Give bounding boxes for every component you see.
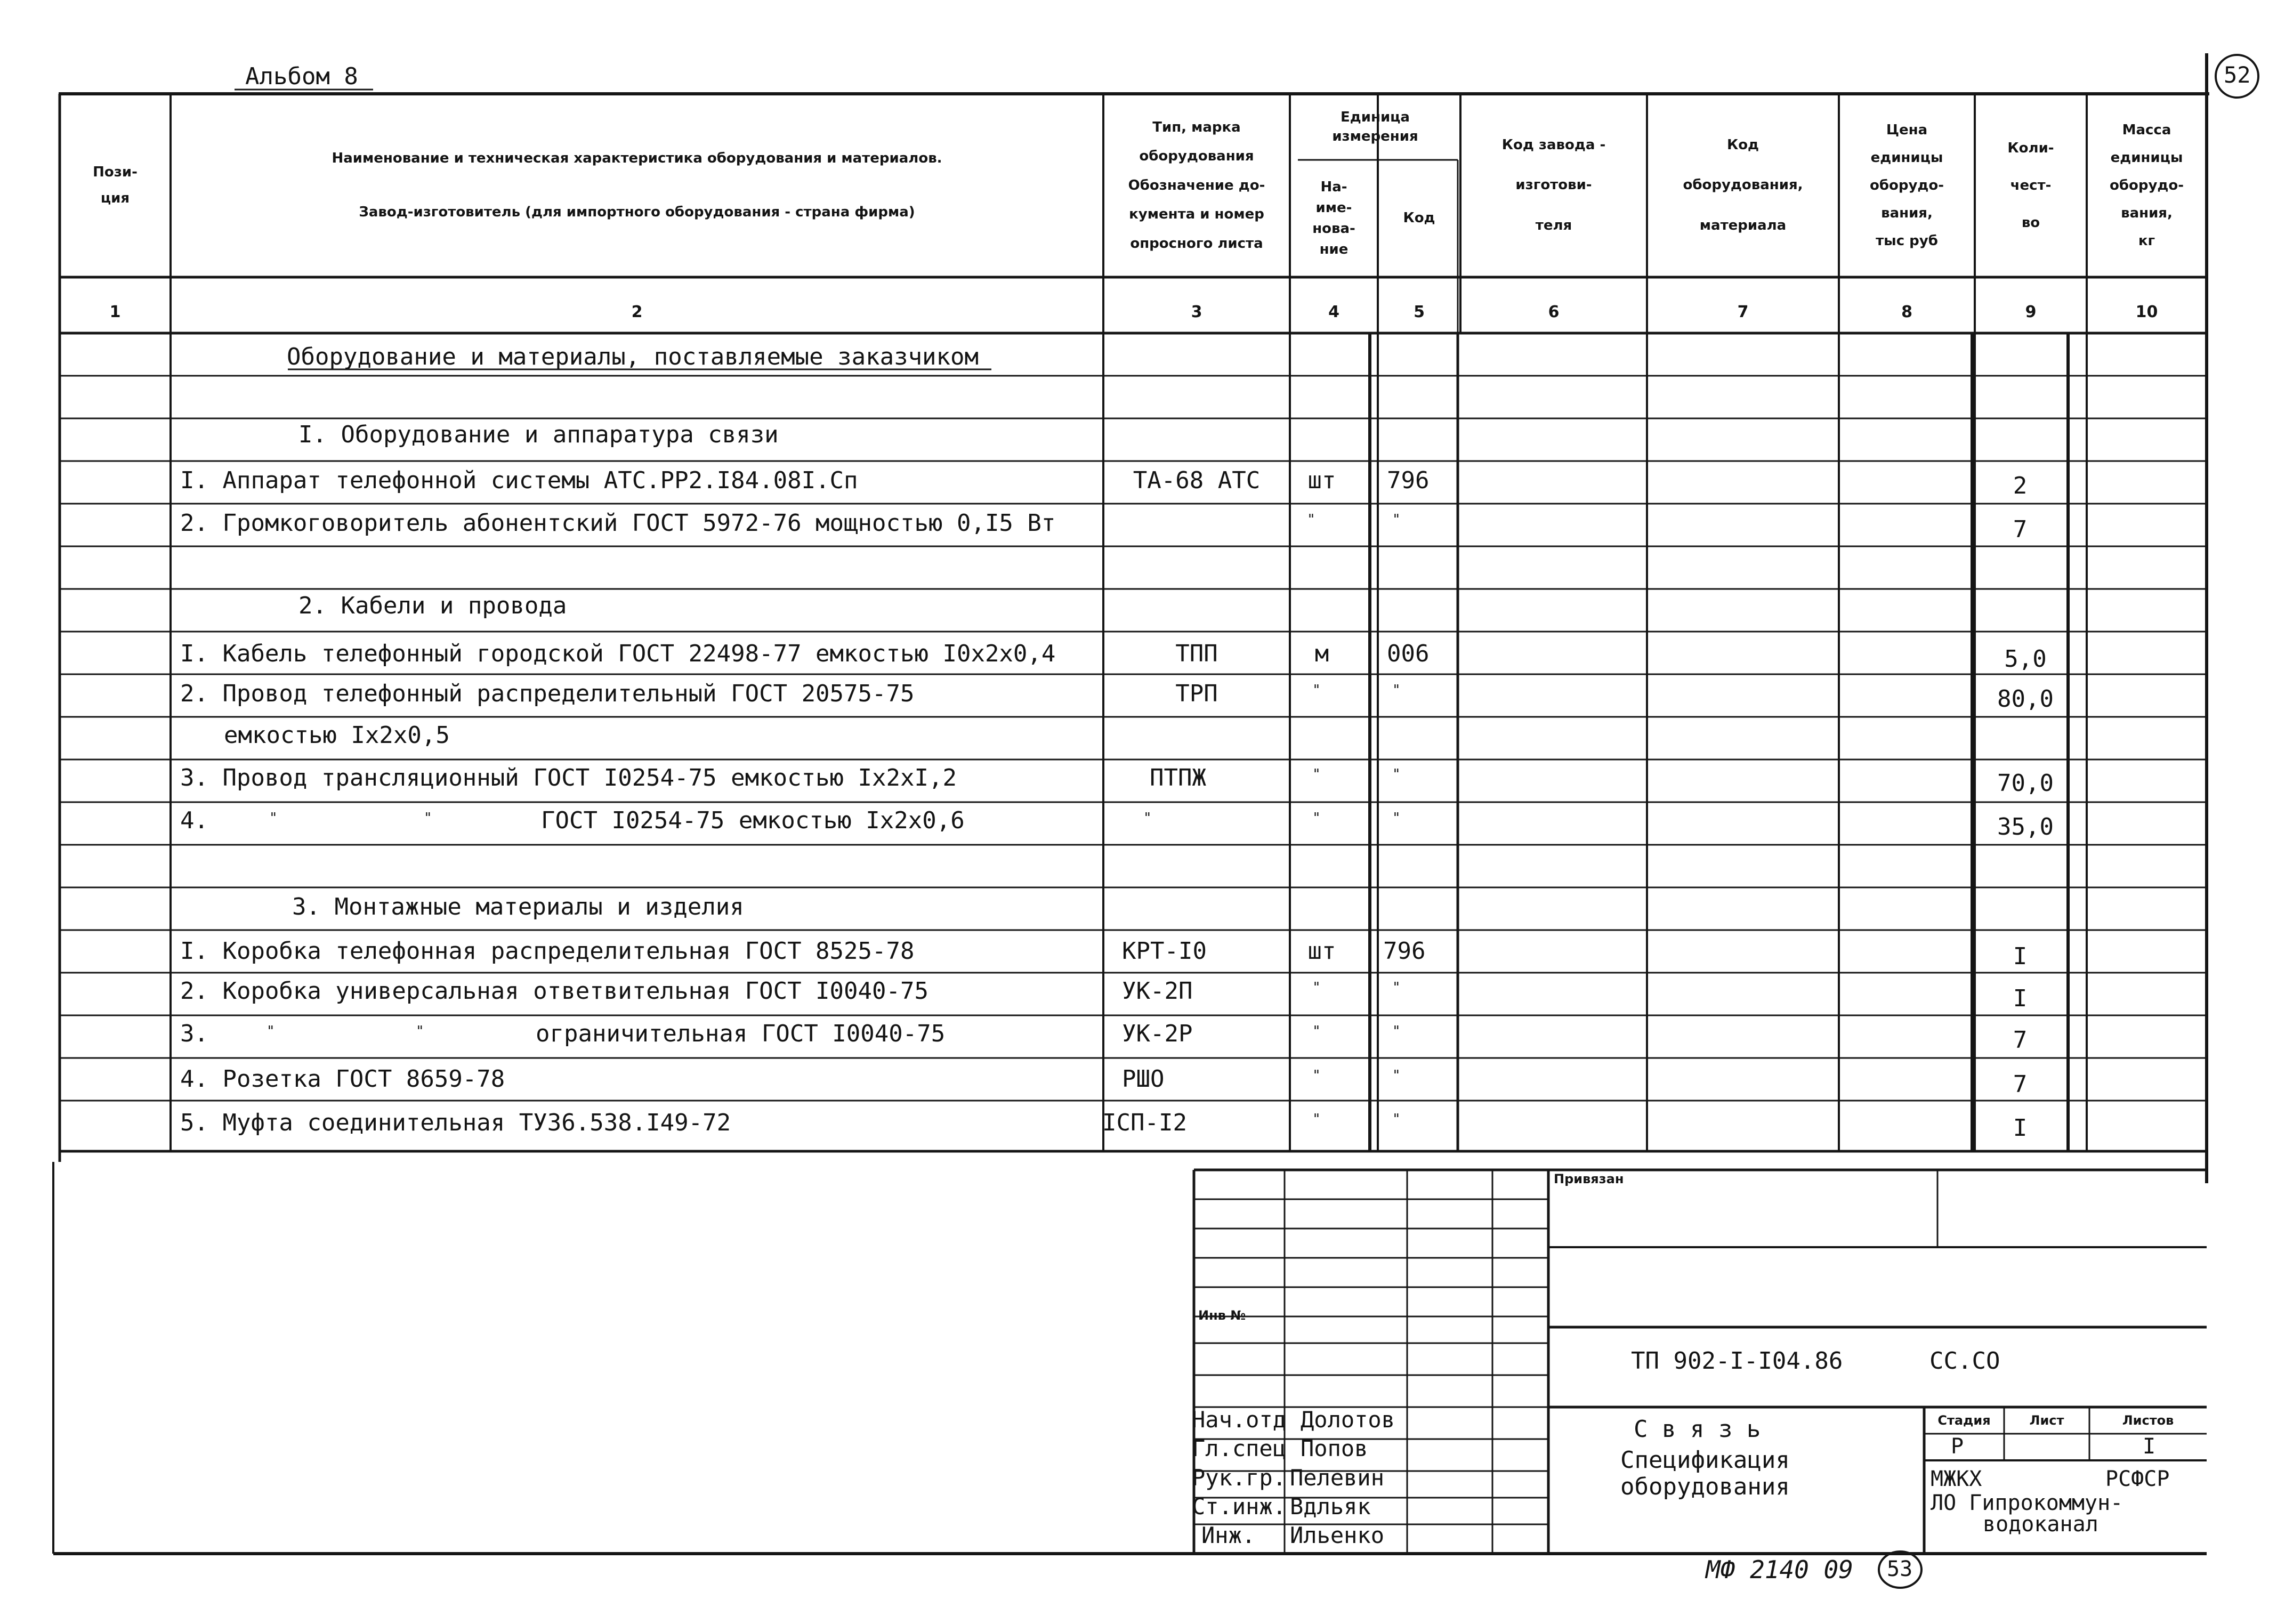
table-row-name: 3. — [180, 1020, 208, 1047]
table-row-name: 2. Коробка универсальная ответвительная ГОСТ I0040-75 — [180, 977, 928, 1005]
table-row-qty: 2 — [2013, 472, 2028, 499]
colnum-5: 5 — [1414, 302, 1425, 321]
signature-role: Рук.гр. — [1192, 1465, 1287, 1491]
table-row-name: 2. Громкоговоритель абонентский ГОСТ 5972-76 мощностью 0,I5 Вт — [180, 510, 1056, 537]
table-row-unit: " — [1312, 682, 1321, 698]
colnum-1: 1 — [109, 302, 121, 321]
signature-role: Инж. — [1201, 1522, 1256, 1548]
section-header: Оборудование и материалы, поставляемые заказчиком — [287, 343, 979, 370]
subsection-header: I. Оборудование и аппаратура связи — [298, 421, 779, 448]
table-row-name: 4. — [180, 807, 208, 834]
table-row-name: 3. Провод трансляционный ГОСТ I0254-75 емкостью Ix2xI,2 — [180, 764, 957, 791]
table-row-type: ТА-68 АТС — [1133, 467, 1261, 494]
table-row-qty: I — [2013, 985, 2028, 1012]
privyazan-label: Привязан — [1554, 1171, 1624, 1186]
header-col9: Коли- чест- во — [2007, 140, 2054, 231]
table-row-code: 006 — [1387, 640, 1430, 667]
table-row-qty: 7 — [2013, 516, 2028, 543]
table-row-type: ТРП — [1175, 680, 1218, 707]
table-row-name: 4. Розетка ГОСТ 8659-78 — [180, 1065, 505, 1093]
table-row-code: " — [1392, 1068, 1401, 1084]
colnum-8: 8 — [1901, 302, 1912, 321]
table-row-name: 2. Провод телефонный распределительный ГОСТ 20575-75 — [180, 680, 915, 707]
table-row-unit: " — [1307, 512, 1315, 528]
table-row-unit: " — [1312, 980, 1321, 996]
table-row-name: I. Коробка телефонная распределительная ГОСТ 8525-78 — [180, 938, 915, 965]
table-row-name: I. Аппарат телефонной системы АТС.РР2.I84.08I.Сп — [180, 467, 858, 494]
table-row-unit: " — [1312, 1068, 1321, 1084]
header-col8: Цена единицы оборудо- вания, тыс руб — [1869, 122, 1944, 249]
header-col45-top: Единица измерения — [1332, 109, 1418, 144]
table-row-type: " — [1143, 810, 1152, 826]
table-row-qty: 70,0 — [1997, 770, 2054, 797]
table-row-unit: шт — [1307, 938, 1336, 965]
table-row-unit: шт — [1307, 467, 1336, 494]
table-row-type: ТПП — [1175, 640, 1218, 667]
table-row-code: " — [1392, 810, 1401, 826]
signature-role: Ст.инж. — [1192, 1493, 1287, 1520]
table-row-qty: I — [2013, 943, 2028, 970]
colnum-6: 6 — [1548, 302, 1560, 321]
inv-no-label: Инв № — [1198, 1308, 1246, 1323]
page-circle-number: 53 — [1887, 1557, 1913, 1581]
stamp-subtitle: оборудования — [1620, 1473, 1790, 1500]
signature-name: Попов — [1301, 1435, 1368, 1461]
table-row-ditto: " — [424, 810, 432, 826]
colnum-3: 3 — [1191, 302, 1202, 321]
table-row-unit: " — [1312, 1111, 1321, 1127]
table-row-ditto: " — [267, 1023, 275, 1039]
table-row-code: " — [1392, 682, 1401, 698]
signature-name: Вдльяк — [1290, 1493, 1371, 1520]
sheet-number-top: 52 — [2224, 62, 2251, 88]
table-row-unit: " — [1312, 810, 1321, 826]
signature-name: Ильенко — [1290, 1522, 1385, 1548]
header-col5: Код — [1403, 210, 1435, 227]
colnum-7: 7 — [1737, 302, 1749, 321]
table-row-qty: 80,0 — [1997, 685, 2054, 713]
table-row-name: 5. Муфта соединительная ТУ36.538.I49-72 — [180, 1109, 731, 1136]
table-row-qty: 35,0 — [1997, 813, 2054, 841]
table-row-name-continued: емкостью Ix2x0,5 — [224, 722, 450, 749]
stage-value: Р — [1951, 1434, 1964, 1459]
album-label: Альбом 8 — [245, 63, 358, 90]
table-row-type: РШО — [1122, 1065, 1165, 1093]
colnum-9: 9 — [2025, 302, 2037, 321]
colnum-4: 4 — [1328, 302, 1339, 321]
archive-number: МФ 2140 09 — [1706, 1555, 1853, 1584]
table-row-ditto: " — [416, 1023, 424, 1039]
table-row-name: I. Кабель телефонный городской ГОСТ 22498-77 емкостью I0x2x0,4 — [180, 640, 1056, 667]
header-col10: Масса единицы оборудо- вания, кг — [2109, 122, 2184, 249]
table-row-code: " — [1392, 1111, 1401, 1127]
header-col4: На- име- нова- ние — [1312, 179, 1355, 257]
stage-label: Стадия — [1937, 1413, 1991, 1428]
table-row-code: " — [1392, 980, 1401, 996]
subsection-header: 2. Кабели и провода — [298, 592, 567, 619]
table-row-qty: 7 — [2013, 1071, 2028, 1098]
table-row-unit: " — [1312, 1023, 1321, 1039]
signature-role: Нач.отд — [1192, 1407, 1287, 1433]
doc-code: ТП 902-I-I04.86 — [1631, 1347, 1843, 1375]
table-row-unit: м — [1314, 640, 1329, 667]
header-col6: Код завода - изготови- теля — [1501, 136, 1606, 233]
header-col1: Пози- ция — [93, 164, 138, 206]
table-row-code: " — [1392, 512, 1401, 528]
table-row-code: " — [1392, 1023, 1401, 1039]
sheet-label: Лист — [2029, 1413, 2064, 1428]
table-row-qty: I — [2013, 1114, 2028, 1142]
table-row-ditto: " — [269, 810, 278, 826]
stamp-title: С в я з ь — [1634, 1416, 1761, 1443]
table-row-type: УК-2Р — [1122, 1020, 1193, 1047]
sheets-value: I — [2143, 1434, 2156, 1459]
header-col7: Код оборудования, материала — [1683, 136, 1803, 233]
header-col3: Тип, марка оборудования Обозначение до- кумента и номер опросного листа — [1128, 119, 1265, 252]
table-row-type: УК-2П — [1122, 977, 1193, 1005]
org-line1-left: МЖКХ — [1931, 1467, 1982, 1491]
table-row-type: IСП-I2 — [1102, 1109, 1187, 1136]
colnum-2: 2 — [631, 302, 643, 321]
org-line1-right: РСФСР — [2105, 1467, 2170, 1491]
signature-role: Гл.спец — [1192, 1435, 1287, 1461]
subsection-header: 3. Монтажные материалы и изделия — [292, 893, 744, 920]
table-row-code: 796 — [1387, 467, 1430, 494]
signature-name: Пелевин — [1290, 1465, 1385, 1491]
table-row-type: ПТПЖ — [1150, 764, 1206, 791]
table-row-name-rest: ограничительная ГОСТ I0040-75 — [536, 1020, 946, 1047]
sheets-label: Листов — [2122, 1413, 2174, 1428]
table-row-qty: 5,0 — [2004, 645, 2047, 673]
table-row-code: " — [1392, 766, 1401, 782]
colnum-10: 10 — [2135, 302, 2158, 321]
stamp-subtitle: Спецификация — [1620, 1447, 1790, 1474]
table-row-unit: " — [1312, 766, 1321, 782]
doc-suffix: СС.СО — [1929, 1347, 2000, 1375]
signature-name: Долотов — [1301, 1407, 1395, 1433]
table-row-name-rest: ГОСТ I0254-75 емкостью Ix2x0,6 — [541, 807, 965, 834]
org-line3: водоканал — [1983, 1512, 2098, 1537]
org-line2: ЛО Гипрокоммун- — [1931, 1491, 2123, 1515]
table-row-code: 796 — [1383, 938, 1426, 965]
table-row-type: КРТ-I0 — [1122, 938, 1207, 965]
header-col2: Наименование и техническая характеристика оборудования и материалов. Завод-изготовитель (для импортного оборудования - страна фирма) — [332, 150, 942, 220]
table-row-qty: 7 — [2013, 1027, 2028, 1054]
